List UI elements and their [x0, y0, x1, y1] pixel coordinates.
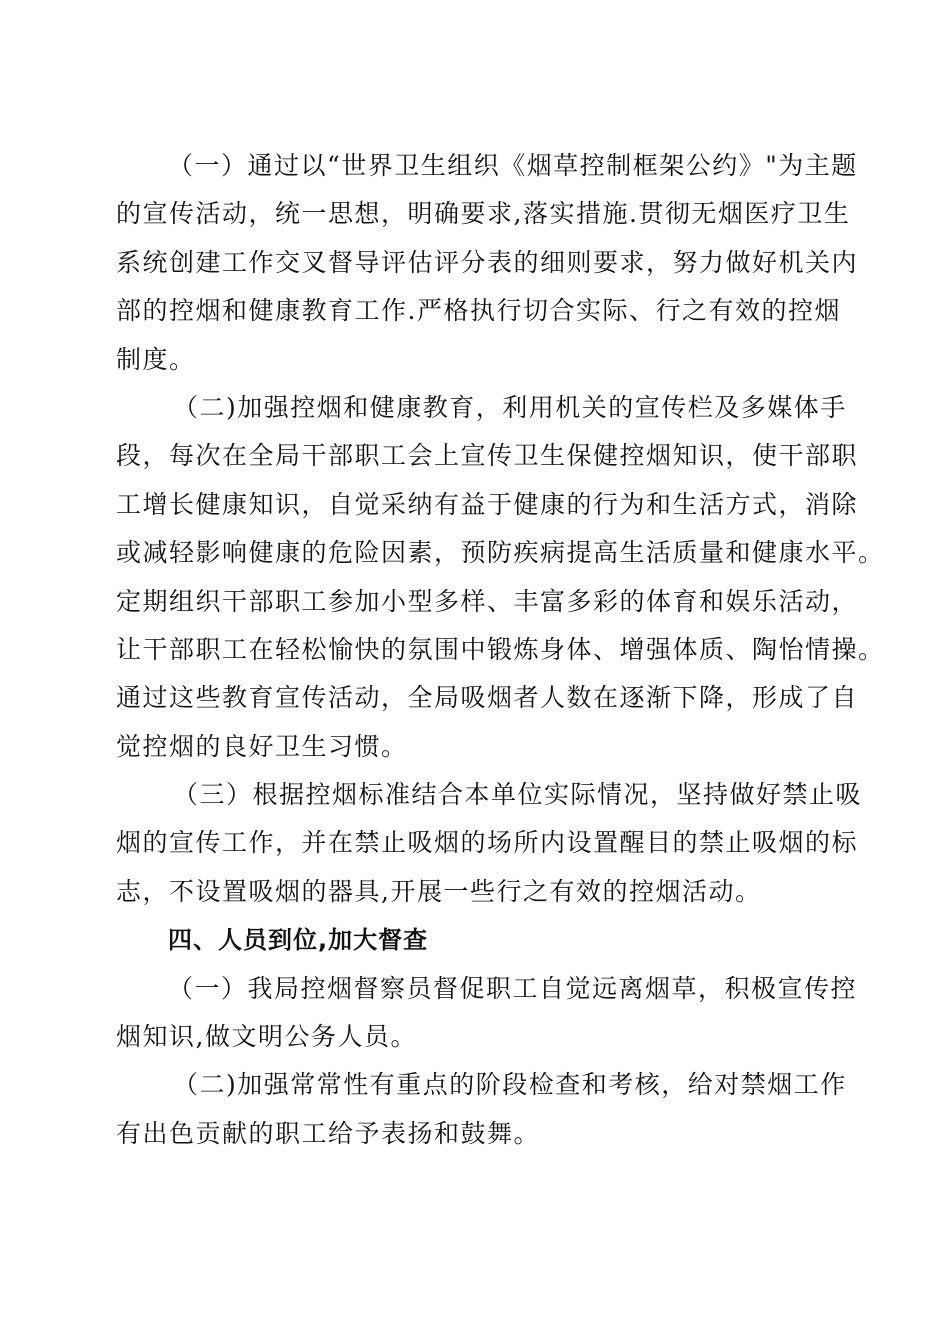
section-heading: 四、人员到位,加大督查	[168, 926, 429, 955]
paragraph-line: 系统创建工作交叉督导评估评分表的细则要求，努力做好机关内	[116, 247, 859, 277]
paragraph-line: 部的控烟和健康教育工作.严格执行切合实际、行之有效的控烟	[116, 296, 841, 326]
paragraph-line: 烟知识,做文明公务人员。	[116, 1022, 417, 1052]
paragraph-line: 通过这些教育宣传活动，全局吸烟者人数在逐渐下降，形成了自	[116, 683, 859, 713]
paragraph-line: 烟的宣传工作，并在禁止吸烟的场所内设置醒目的禁止吸烟的标	[116, 828, 859, 858]
paragraph-line: 觉控烟的良好卫生习惯。	[116, 731, 408, 761]
paragraph-line: 或减轻影响健康的危险因素，预防疾病提高生活质量和健康水平。	[116, 538, 885, 568]
paragraph-line: （一）我局控烟督察员督促职工自觉远离烟草，积极宣传控	[168, 973, 858, 1003]
paragraph-line: （一）通过以“世界卫生组织《烟草控制框架公约》"为主题	[168, 151, 858, 180]
paragraph-line: 让干部职工在轻松愉快的氛围中锻炼身体、增强体质、陶怡情操。	[116, 634, 885, 664]
paragraph-line: 定期组织干部职工参加小型多样、丰富多彩的体育和娱乐活动，	[116, 586, 859, 616]
paragraph-line: 有出色贡献的职工给予表扬和鼓舞。	[116, 1118, 541, 1148]
body-text	[116, 142, 885, 1158]
paragraph-line: 工增长健康知识，自觉采纳有益于健康的行为和生活方式，消除	[116, 489, 859, 519]
paragraph-line: 志，不设置吸烟的器具,开展一些行之有效的控烟活动。	[116, 876, 762, 906]
paragraph-line: 段，每次在全局干部职工会上宣传卫生保健控烟知识，使干部职	[116, 441, 859, 471]
paragraph-line: （二)加强控烟和健康教育，利用机关的宣传栏及多媒体手	[173, 392, 847, 422]
paragraph-line: （二)加强常常性有重点的阶段检查和考核，给对禁烟工作	[173, 1070, 847, 1100]
paragraph-line: 制度。	[116, 344, 196, 374]
paragraph-line: （三）根据控烟标准结合本单位实际情况，坚持做好禁止吸	[173, 780, 863, 810]
paragraph-line: 的宣传活动，统一思想，明确要求,落实措施.贯彻无烟医疗卫生	[116, 199, 851, 229]
